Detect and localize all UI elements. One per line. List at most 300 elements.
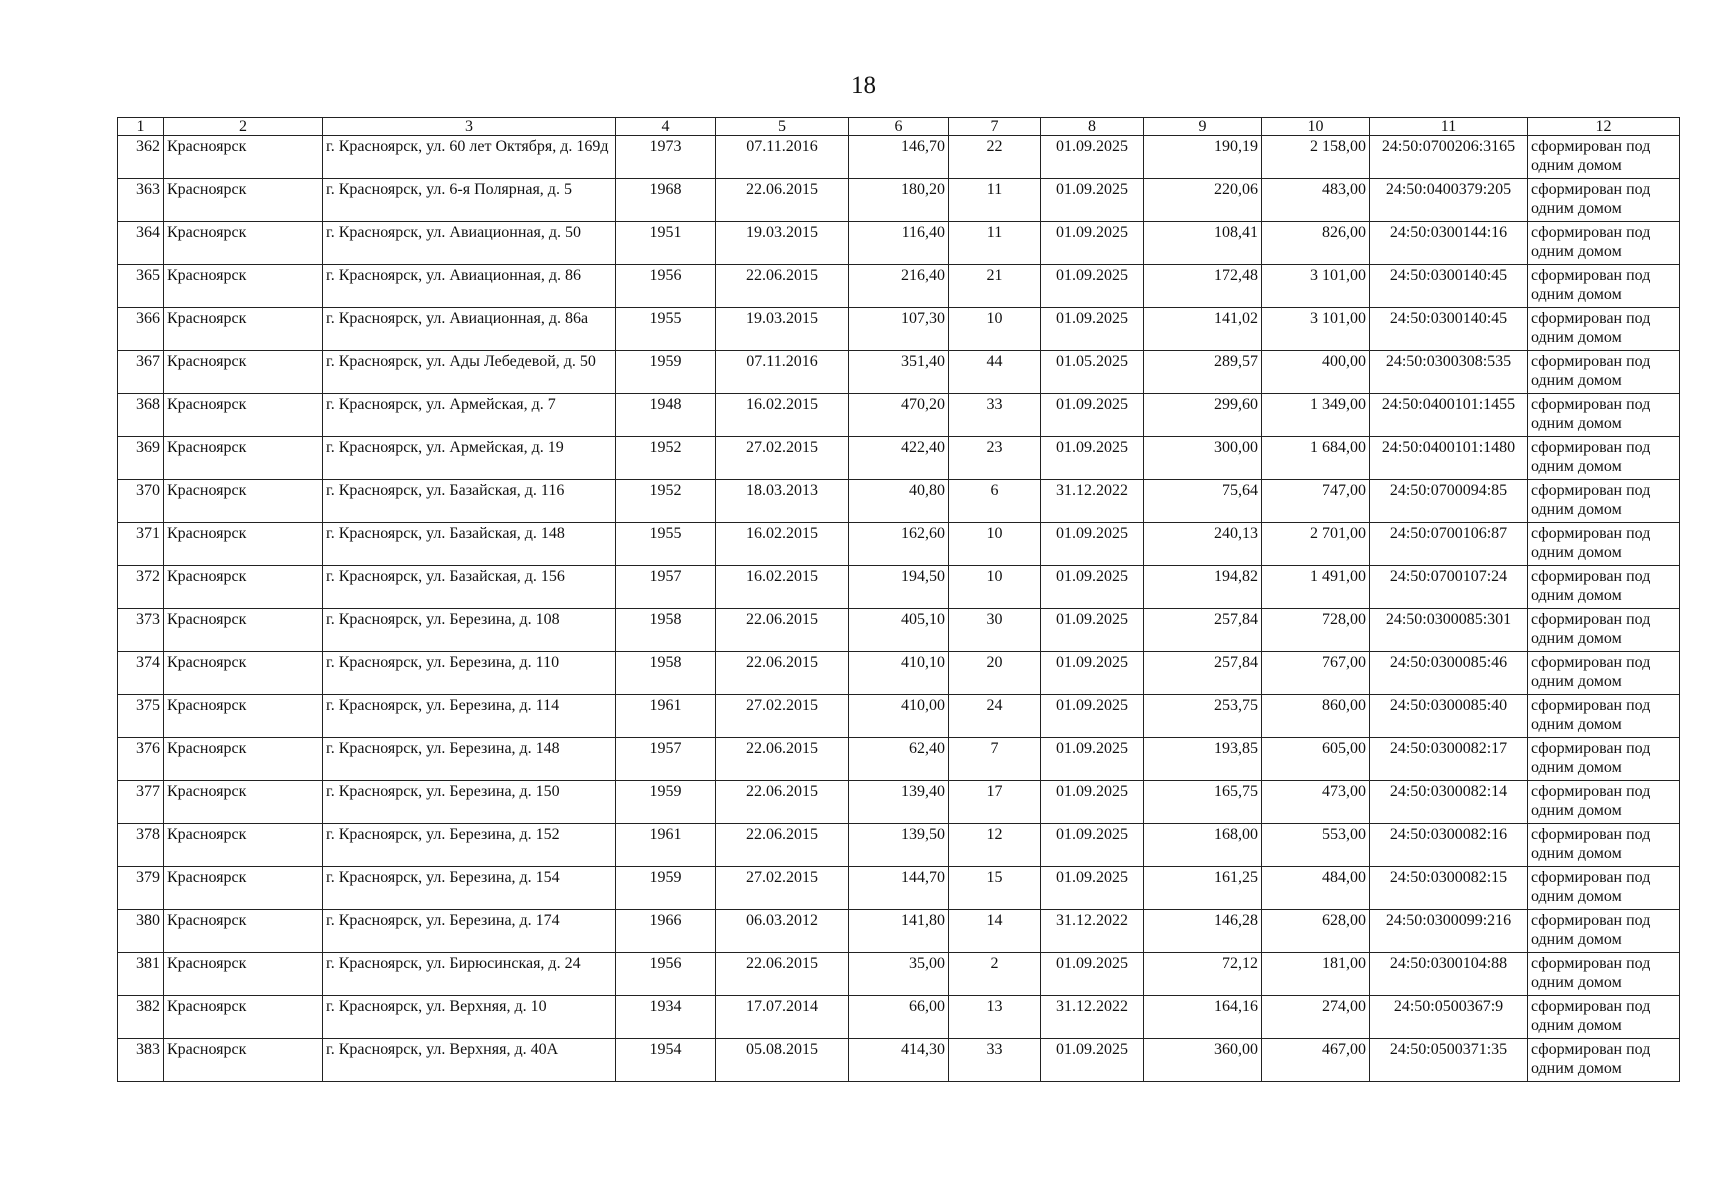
deadline-cell: 01.09.2025 <box>1041 695 1144 738</box>
date-cell: 22.06.2015 <box>716 824 849 867</box>
housing-registry-table <box>117 117 1680 1082</box>
land-area-cell: 274,00 <box>1262 996 1370 1039</box>
date-cell: 16.02.2015 <box>716 523 849 566</box>
residents-cell: 6 <box>949 480 1041 523</box>
area-cell: 410,10 <box>849 652 949 695</box>
deadline-cell: 01.09.2025 <box>1041 523 1144 566</box>
date-cell: 17.07.2014 <box>716 996 849 1039</box>
build-year-cell: 1956 <box>616 953 716 996</box>
build-year-cell: 1934 <box>616 996 716 1039</box>
land-area-cell: 628,00 <box>1262 910 1370 953</box>
date-cell: 22.06.2015 <box>716 652 849 695</box>
status-cell: сформирован под одним домом <box>1528 910 1680 953</box>
deadline-cell: 01.09.2025 <box>1041 179 1144 222</box>
land-area-cell: 747,00 <box>1262 480 1370 523</box>
municipality-cell: Красноярск <box>164 867 323 910</box>
row-number-cell: 377 <box>118 781 164 824</box>
cadastral-number-cell: 24:50:0300099:216 <box>1370 910 1528 953</box>
address-cell: г. Красноярск, ул. Бирюсинская, д. 24 <box>323 953 616 996</box>
status-cell: сформирован под одним домом <box>1528 1039 1680 1082</box>
area-cell: 410,00 <box>849 695 949 738</box>
address-cell: г. Красноярск, ул. Березина, д. 154 <box>323 867 616 910</box>
address-cell: г. Красноярск, ул. Березина, д. 150 <box>323 781 616 824</box>
deadline-cell: 01.09.2025 <box>1041 566 1144 609</box>
deadline-cell: 01.09.2025 <box>1041 222 1144 265</box>
area-cell: 116,40 <box>849 222 949 265</box>
table-row <box>118 695 1680 738</box>
date-cell: 22.06.2015 <box>716 609 849 652</box>
residents-cell: 30 <box>949 609 1041 652</box>
deadline-cell: 01.09.2025 <box>1041 652 1144 695</box>
land-area-cell: 181,00 <box>1262 953 1370 996</box>
cadastral-number-cell: 24:50:0300140:45 <box>1370 265 1528 308</box>
area-cell: 66,00 <box>849 996 949 1039</box>
value-cell: 289,57 <box>1144 351 1262 394</box>
cadastral-number-cell: 24:50:0400101:1455 <box>1370 394 1528 437</box>
cadastral-number-cell: 24:50:0300085:46 <box>1370 652 1528 695</box>
cadastral-number-cell: 24:50:0700106:87 <box>1370 523 1528 566</box>
row-number-cell: 369 <box>118 437 164 480</box>
area-cell: 470,20 <box>849 394 949 437</box>
column-header: 11 <box>1370 118 1528 136</box>
area-cell: 107,30 <box>849 308 949 351</box>
residents-cell: 13 <box>949 996 1041 1039</box>
date-cell: 27.02.2015 <box>716 867 849 910</box>
cadastral-number-cell: 24:50:0300085:40 <box>1370 695 1528 738</box>
residents-cell: 7 <box>949 738 1041 781</box>
area-cell: 139,40 <box>849 781 949 824</box>
date-cell: 07.11.2016 <box>716 351 849 394</box>
column-header: 4 <box>616 118 716 136</box>
residents-cell: 44 <box>949 351 1041 394</box>
status-cell: сформирован под одним домом <box>1528 609 1680 652</box>
status-cell: сформирован под одним домом <box>1528 179 1680 222</box>
address-cell: г. Красноярск, ул. Березина, д. 152 <box>323 824 616 867</box>
deadline-cell: 01.09.2025 <box>1041 738 1144 781</box>
value-cell: 72,12 <box>1144 953 1262 996</box>
column-header: 12 <box>1528 118 1680 136</box>
status-cell: сформирован под одним домом <box>1528 308 1680 351</box>
table-row <box>118 136 1680 179</box>
table-row <box>118 1039 1680 1082</box>
area-cell: 422,40 <box>849 437 949 480</box>
value-cell: 168,00 <box>1144 824 1262 867</box>
cadastral-number-cell: 24:50:0300082:15 <box>1370 867 1528 910</box>
land-area-cell: 400,00 <box>1262 351 1370 394</box>
row-number-cell: 381 <box>118 953 164 996</box>
deadline-cell: 01.09.2025 <box>1041 867 1144 910</box>
municipality-cell: Красноярск <box>164 652 323 695</box>
table-row <box>118 910 1680 953</box>
build-year-cell: 1951 <box>616 222 716 265</box>
address-cell: г. Красноярск, ул. Верхняя, д. 10 <box>323 996 616 1039</box>
value-cell: 220,06 <box>1144 179 1262 222</box>
land-area-cell: 860,00 <box>1262 695 1370 738</box>
date-cell: 18.03.2013 <box>716 480 849 523</box>
table-row <box>118 222 1680 265</box>
column-header: 9 <box>1144 118 1262 136</box>
status-cell: сформирован под одним домом <box>1528 566 1680 609</box>
column-header: 1 <box>118 118 164 136</box>
row-number-cell: 368 <box>118 394 164 437</box>
municipality-cell: Красноярск <box>164 738 323 781</box>
residents-cell: 17 <box>949 781 1041 824</box>
area-cell: 162,60 <box>849 523 949 566</box>
deadline-cell: 01.09.2025 <box>1041 1039 1144 1082</box>
land-area-cell: 728,00 <box>1262 609 1370 652</box>
cadastral-number-cell: 24:50:0500367:9 <box>1370 996 1528 1039</box>
status-cell: сформирован под одним домом <box>1528 781 1680 824</box>
date-cell: 16.02.2015 <box>716 566 849 609</box>
table-row <box>118 609 1680 652</box>
build-year-cell: 1958 <box>616 652 716 695</box>
deadline-cell: 01.09.2025 <box>1041 824 1144 867</box>
row-number-cell: 367 <box>118 351 164 394</box>
area-cell: 180,20 <box>849 179 949 222</box>
status-cell: сформирован под одним домом <box>1528 824 1680 867</box>
value-cell: 257,84 <box>1144 652 1262 695</box>
residents-cell: 11 <box>949 222 1041 265</box>
date-cell: 22.06.2015 <box>716 265 849 308</box>
residents-cell: 23 <box>949 437 1041 480</box>
date-cell: 07.11.2016 <box>716 136 849 179</box>
residents-cell: 33 <box>949 1039 1041 1082</box>
cadastral-number-cell: 24:50:0500371:35 <box>1370 1039 1528 1082</box>
address-cell: г. Красноярск, ул. Верхняя, д. 40А <box>323 1039 616 1082</box>
table-row <box>118 824 1680 867</box>
value-cell: 299,60 <box>1144 394 1262 437</box>
cadastral-number-cell: 24:50:0300140:45 <box>1370 308 1528 351</box>
address-cell: г. Красноярск, ул. Авиационная, д. 50 <box>323 222 616 265</box>
column-header: 5 <box>716 118 849 136</box>
residents-cell: 22 <box>949 136 1041 179</box>
municipality-cell: Красноярск <box>164 953 323 996</box>
date-cell: 16.02.2015 <box>716 394 849 437</box>
area-cell: 139,50 <box>849 824 949 867</box>
table-row <box>118 394 1680 437</box>
land-area-cell: 484,00 <box>1262 867 1370 910</box>
status-cell: сформирован под одним домом <box>1528 953 1680 996</box>
land-area-cell: 3 101,00 <box>1262 265 1370 308</box>
row-number-cell: 380 <box>118 910 164 953</box>
build-year-cell: 1955 <box>616 308 716 351</box>
build-year-cell: 1952 <box>616 437 716 480</box>
table-row <box>118 652 1680 695</box>
address-cell: г. Красноярск, ул. 60 лет Октября, д. 169д <box>323 136 616 179</box>
municipality-cell: Красноярск <box>164 996 323 1039</box>
area-cell: 40,80 <box>849 480 949 523</box>
address-cell: г. Красноярск, ул. Березина, д. 114 <box>323 695 616 738</box>
table-row <box>118 351 1680 394</box>
deadline-cell: 01.05.2025 <box>1041 351 1144 394</box>
address-cell: г. Красноярск, ул. Березина, д. 148 <box>323 738 616 781</box>
residents-cell: 20 <box>949 652 1041 695</box>
row-number-cell: 373 <box>118 609 164 652</box>
status-cell: сформирован под одним домом <box>1528 394 1680 437</box>
status-cell: сформирован под одним домом <box>1528 695 1680 738</box>
deadline-cell: 01.09.2025 <box>1041 136 1144 179</box>
deadline-cell: 01.09.2025 <box>1041 609 1144 652</box>
row-number-cell: 371 <box>118 523 164 566</box>
row-number-cell: 365 <box>118 265 164 308</box>
header-row <box>118 118 1680 136</box>
date-cell: 22.06.2015 <box>716 781 849 824</box>
land-area-cell: 2 701,00 <box>1262 523 1370 566</box>
land-area-cell: 473,00 <box>1262 781 1370 824</box>
value-cell: 193,85 <box>1144 738 1262 781</box>
date-cell: 06.03.2012 <box>716 910 849 953</box>
residents-cell: 14 <box>949 910 1041 953</box>
build-year-cell: 1968 <box>616 179 716 222</box>
build-year-cell: 1948 <box>616 394 716 437</box>
table-row <box>118 308 1680 351</box>
column-header: 6 <box>849 118 949 136</box>
land-area-cell: 1 349,00 <box>1262 394 1370 437</box>
table-row <box>118 566 1680 609</box>
municipality-cell: Красноярск <box>164 480 323 523</box>
area-cell: 144,70 <box>849 867 949 910</box>
residents-cell: 10 <box>949 566 1041 609</box>
build-year-cell: 1973 <box>616 136 716 179</box>
municipality-cell: Красноярск <box>164 351 323 394</box>
residents-cell: 15 <box>949 867 1041 910</box>
land-area-cell: 483,00 <box>1262 179 1370 222</box>
cadastral-number-cell: 24:50:0300144:16 <box>1370 222 1528 265</box>
residents-cell: 2 <box>949 953 1041 996</box>
row-number-cell: 370 <box>118 480 164 523</box>
deadline-cell: 01.09.2025 <box>1041 308 1144 351</box>
land-area-cell: 1 491,00 <box>1262 566 1370 609</box>
build-year-cell: 1959 <box>616 781 716 824</box>
row-number-cell: 362 <box>118 136 164 179</box>
area-cell: 405,10 <box>849 609 949 652</box>
status-cell: сформирован под одним домом <box>1528 523 1680 566</box>
date-cell: 22.06.2015 <box>716 179 849 222</box>
build-year-cell: 1958 <box>616 609 716 652</box>
build-year-cell: 1952 <box>616 480 716 523</box>
row-number-cell: 379 <box>118 867 164 910</box>
municipality-cell: Красноярск <box>164 136 323 179</box>
municipality-cell: Красноярск <box>164 566 323 609</box>
build-year-cell: 1957 <box>616 566 716 609</box>
cadastral-number-cell: 24:50:0400379:205 <box>1370 179 1528 222</box>
status-cell: сформирован под одним домом <box>1528 652 1680 695</box>
area-cell: 62,40 <box>849 738 949 781</box>
cadastral-number-cell: 24:50:0300082:14 <box>1370 781 1528 824</box>
build-year-cell: 1955 <box>616 523 716 566</box>
cadastral-number-cell: 24:50:0700107:24 <box>1370 566 1528 609</box>
deadline-cell: 01.09.2025 <box>1041 394 1144 437</box>
residents-cell: 33 <box>949 394 1041 437</box>
land-area-cell: 553,00 <box>1262 824 1370 867</box>
cadastral-number-cell: 24:50:0400101:1480 <box>1370 437 1528 480</box>
value-cell: 75,64 <box>1144 480 1262 523</box>
date-cell: 19.03.2015 <box>716 222 849 265</box>
residents-cell: 10 <box>949 308 1041 351</box>
value-cell: 257,84 <box>1144 609 1262 652</box>
area-cell: 146,70 <box>849 136 949 179</box>
residents-cell: 21 <box>949 265 1041 308</box>
address-cell: г. Красноярск, ул. Базайская, д. 148 <box>323 523 616 566</box>
deadline-cell: 31.12.2022 <box>1041 996 1144 1039</box>
table-row <box>118 179 1680 222</box>
address-cell: г. Красноярск, ул. Березина, д. 174 <box>323 910 616 953</box>
address-cell: г. Красноярск, ул. Армейская, д. 7 <box>323 394 616 437</box>
row-number-cell: 363 <box>118 179 164 222</box>
build-year-cell: 1954 <box>616 1039 716 1082</box>
municipality-cell: Красноярск <box>164 910 323 953</box>
cadastral-number-cell: 24:50:0300082:17 <box>1370 738 1528 781</box>
address-cell: г. Красноярск, ул. Авиационная, д. 86 <box>323 265 616 308</box>
municipality-cell: Красноярск <box>164 179 323 222</box>
municipality-cell: Красноярск <box>164 781 323 824</box>
deadline-cell: 31.12.2022 <box>1041 480 1144 523</box>
residents-cell: 12 <box>949 824 1041 867</box>
row-number-cell: 376 <box>118 738 164 781</box>
column-header: 8 <box>1041 118 1144 136</box>
land-area-cell: 1 684,00 <box>1262 437 1370 480</box>
table-row <box>118 437 1680 480</box>
area-cell: 35,00 <box>849 953 949 996</box>
build-year-cell: 1959 <box>616 867 716 910</box>
address-cell: г. Красноярск, ул. Базайская, д. 156 <box>323 566 616 609</box>
row-number-cell: 364 <box>118 222 164 265</box>
page-number: 18 <box>851 72 876 99</box>
row-number-cell: 382 <box>118 996 164 1039</box>
status-cell: сформирован под одним домом <box>1528 867 1680 910</box>
land-area-cell: 467,00 <box>1262 1039 1370 1082</box>
land-area-cell: 2 158,00 <box>1262 136 1370 179</box>
status-cell: сформирован под одним домом <box>1528 996 1680 1039</box>
row-number-cell: 383 <box>118 1039 164 1082</box>
date-cell: 19.03.2015 <box>716 308 849 351</box>
date-cell: 27.02.2015 <box>716 695 849 738</box>
table-row <box>118 265 1680 308</box>
value-cell: 141,02 <box>1144 308 1262 351</box>
cadastral-number-cell: 24:50:0300085:301 <box>1370 609 1528 652</box>
date-cell: 22.06.2015 <box>716 953 849 996</box>
value-cell: 240,13 <box>1144 523 1262 566</box>
status-cell: сформирован под одним домом <box>1528 480 1680 523</box>
municipality-cell: Красноярск <box>164 308 323 351</box>
column-header: 2 <box>164 118 323 136</box>
row-number-cell: 378 <box>118 824 164 867</box>
municipality-cell: Красноярск <box>164 523 323 566</box>
address-cell: г. Красноярск, ул. Армейская, д. 19 <box>323 437 616 480</box>
status-cell: сформирован под одним домом <box>1528 222 1680 265</box>
row-number-cell: 372 <box>118 566 164 609</box>
area-cell: 194,50 <box>849 566 949 609</box>
value-cell: 161,25 <box>1144 867 1262 910</box>
build-year-cell: 1957 <box>616 738 716 781</box>
municipality-cell: Красноярск <box>164 609 323 652</box>
deadline-cell: 01.09.2025 <box>1041 781 1144 824</box>
table-row <box>118 480 1680 523</box>
land-area-cell: 605,00 <box>1262 738 1370 781</box>
status-cell: сформирован под одним домом <box>1528 738 1680 781</box>
address-cell: г. Красноярск, ул. 6-я Полярная, д. 5 <box>323 179 616 222</box>
deadline-cell: 31.12.2022 <box>1041 910 1144 953</box>
column-header: 3 <box>323 118 616 136</box>
municipality-cell: Красноярск <box>164 695 323 738</box>
deadline-cell: 01.09.2025 <box>1041 265 1144 308</box>
value-cell: 253,75 <box>1144 695 1262 738</box>
build-year-cell: 1961 <box>616 824 716 867</box>
status-cell: сформирован под одним домом <box>1528 351 1680 394</box>
land-area-cell: 767,00 <box>1262 652 1370 695</box>
table-row <box>118 996 1680 1039</box>
table-row <box>118 738 1680 781</box>
municipality-cell: Красноярск <box>164 222 323 265</box>
cadastral-number-cell: 24:50:0300104:88 <box>1370 953 1528 996</box>
status-cell: сформирован под одним домом <box>1528 437 1680 480</box>
area-cell: 216,40 <box>849 265 949 308</box>
cadastral-number-cell: 24:50:0300082:16 <box>1370 824 1528 867</box>
date-cell: 27.02.2015 <box>716 437 849 480</box>
deadline-cell: 01.09.2025 <box>1041 953 1144 996</box>
row-number-cell: 375 <box>118 695 164 738</box>
status-cell: сформирован под одним домом <box>1528 265 1680 308</box>
table-row <box>118 523 1680 566</box>
residents-cell: 10 <box>949 523 1041 566</box>
residents-cell: 11 <box>949 179 1041 222</box>
address-cell: г. Красноярск, ул. Березина, д. 108 <box>323 609 616 652</box>
value-cell: 300,00 <box>1144 437 1262 480</box>
value-cell: 108,41 <box>1144 222 1262 265</box>
row-number-cell: 366 <box>118 308 164 351</box>
table-row <box>118 781 1680 824</box>
value-cell: 172,48 <box>1144 265 1262 308</box>
area-cell: 414,30 <box>849 1039 949 1082</box>
table-body <box>118 136 1680 1082</box>
value-cell: 164,16 <box>1144 996 1262 1039</box>
residents-cell: 24 <box>949 695 1041 738</box>
cadastral-number-cell: 24:50:0700206:3165 <box>1370 136 1528 179</box>
table-row <box>118 953 1680 996</box>
land-area-cell: 3 101,00 <box>1262 308 1370 351</box>
build-year-cell: 1961 <box>616 695 716 738</box>
address-cell: г. Красноярск, ул. Ады Лебедевой, д. 50 <box>323 351 616 394</box>
municipality-cell: Красноярск <box>164 265 323 308</box>
column-header: 7 <box>949 118 1041 136</box>
build-year-cell: 1959 <box>616 351 716 394</box>
address-cell: г. Красноярск, ул. Авиационная, д. 86а <box>323 308 616 351</box>
municipality-cell: Красноярск <box>164 824 323 867</box>
address-cell: г. Красноярск, ул. Базайская, д. 116 <box>323 480 616 523</box>
row-number-cell: 374 <box>118 652 164 695</box>
address-cell: г. Красноярск, ул. Березина, д. 110 <box>323 652 616 695</box>
municipality-cell: Красноярск <box>164 394 323 437</box>
value-cell: 165,75 <box>1144 781 1262 824</box>
table-row <box>118 867 1680 910</box>
cadastral-number-cell: 24:50:0300308:535 <box>1370 351 1528 394</box>
value-cell: 190,19 <box>1144 136 1262 179</box>
value-cell: 360,00 <box>1144 1039 1262 1082</box>
area-cell: 141,80 <box>849 910 949 953</box>
value-cell: 194,82 <box>1144 566 1262 609</box>
date-cell: 22.06.2015 <box>716 738 849 781</box>
value-cell: 146,28 <box>1144 910 1262 953</box>
build-year-cell: 1966 <box>616 910 716 953</box>
municipality-cell: Красноярск <box>164 1039 323 1082</box>
area-cell: 351,40 <box>849 351 949 394</box>
cadastral-number-cell: 24:50:0700094:85 <box>1370 480 1528 523</box>
column-header: 10 <box>1262 118 1370 136</box>
date-cell: 05.08.2015 <box>716 1039 849 1082</box>
land-area-cell: 826,00 <box>1262 222 1370 265</box>
municipality-cell: Красноярск <box>164 437 323 480</box>
build-year-cell: 1956 <box>616 265 716 308</box>
